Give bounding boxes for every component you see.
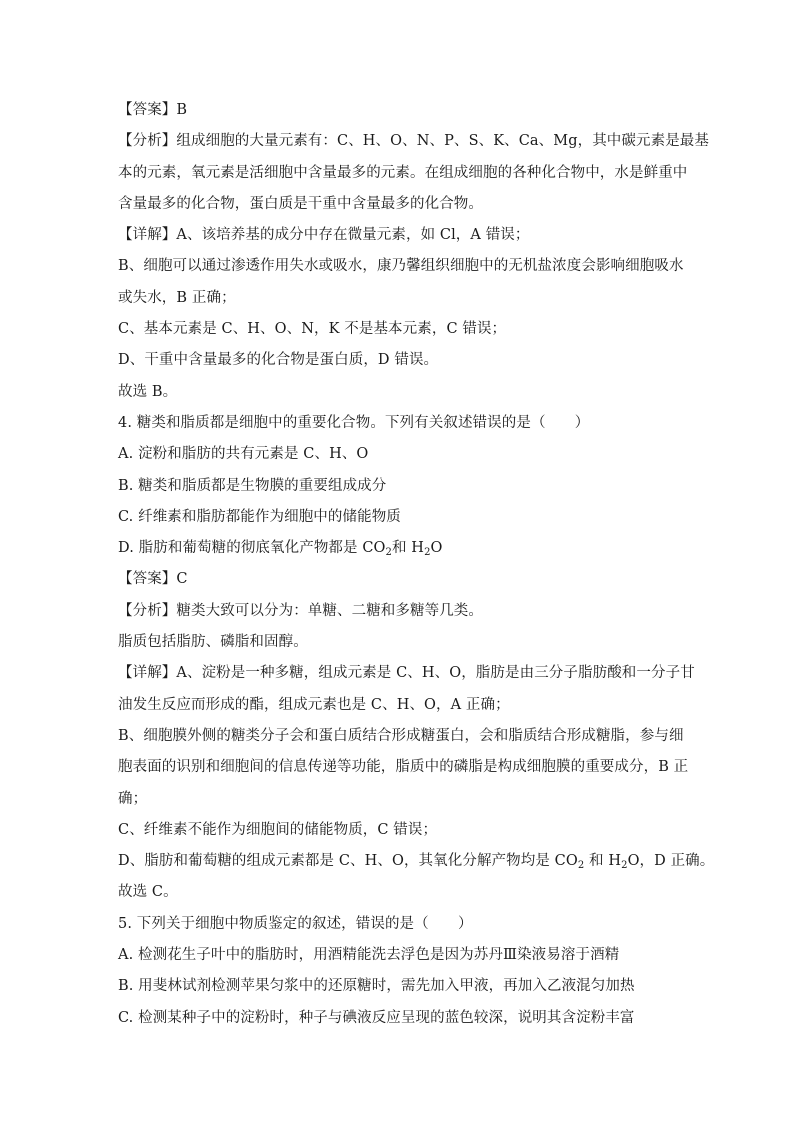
q4-option-d-sub1: 2	[385, 547, 392, 559]
q4-option-d-prefix: D. 脂肪和葡萄糖的彻底氧化产物都是 CO	[118, 540, 386, 557]
q4-detail-d	[118, 851, 715, 872]
q4-option-b: B. 糖类和脂质都是生物膜的重要组成成分	[118, 477, 387, 494]
q4-detail-line: 胞表面的识别和细胞间的信息传递等功能，脂质中的磷脂是构成细胞膜的重要成分，B 正	[118, 759, 689, 776]
q4-option-d-sub2: 2	[424, 547, 431, 559]
q3-analysis-line: 含量最多的化合物，蛋白质是干重中含量最多的化合物。	[118, 195, 483, 212]
document-page	[118, 100, 715, 1039]
q4-detail-d-mid: 和 H	[584, 853, 622, 870]
q4-option-c: C. 纤维素和脂肪都能作为细胞中的储能物质	[118, 508, 401, 525]
q3-detail-line: C、基本元素是 C、H、O、N，K 不是基本元素，C 错误；	[118, 321, 507, 338]
q4-detail-line: 【详解】A、淀粉是一种多糖，组成元素是 C、H、O，脂肪是由三分子脂肪酸和一分子甘	[118, 665, 695, 682]
q4-detail-line: B、细胞膜外侧的糖类分子会和蛋白质结合形成糖蛋白，会和脂质结合形成糖脂，参与细	[118, 727, 684, 744]
q3-detail-line: D、干重中含量最多的化合物是蛋白质，D 错误。	[118, 352, 439, 369]
q5-stem: 5. 下列关于细胞中物质鉴定的叙述，错误的是（ ）	[118, 915, 473, 932]
q4-detail-d-sub2: 2	[621, 860, 628, 872]
q4-analysis-line: 脂质包括脂肪、磷脂和固醇。	[118, 634, 308, 651]
q4-detail-d-prefix: D、脂肪和葡萄糖的组成元素都是 C、H、O，其氧化分解产物均是 CO	[118, 853, 578, 870]
q3-detail-line: B、细胞可以通过渗透作用失水或吸水，康乃馨组织细胞中的无机盐浓度会影响细胞吸水	[118, 258, 684, 275]
q3-analysis-line: 【分析】组成细胞的大量元素有：C、H、O、N、P、S、K、Ca、Mg，其中碳元素是最基	[118, 133, 710, 150]
q5-option-c: C. 检测某种子中的淀粉时，种子与碘液反应呈现的蓝色较深，说明其含淀粉丰富	[118, 1009, 635, 1026]
q3-analysis-line: 本的元素，氧元素是活细胞中含量最多的元素。在组成细胞的各种化合物中，水是鲜重中	[118, 164, 688, 181]
q4-conclusion: 故选 C。	[118, 884, 178, 901]
q4-detail-line: 确；	[118, 790, 148, 807]
q5-option-b: B. 用斐林试剂检测苹果匀浆中的还原糖时，需先加入甲液，再加入乙液混匀加热	[118, 978, 635, 995]
q4-analysis-line: 【分析】糖类大致可以分为：单糖、二糖和多糖等几类。	[118, 602, 483, 619]
q3-detail-line: 或失水，B 正确；	[118, 289, 236, 306]
q4-option-d-mid: 和 H	[392, 540, 425, 557]
q4-option-a: A. 淀粉和脂肪的共有元素是 C、H、O	[118, 446, 369, 463]
q4-stem: 4. 糖类和脂质都是细胞中的重要化合物。下列有关叙述错误的是（ ）	[118, 414, 590, 431]
q4-detail-line: C、纤维素不能作为细胞间的储能物质，C 错误；	[118, 821, 438, 838]
q4-detail-line: 油发生反应而形成的酯，组成元素也是 C、H、O，A 正确；	[118, 696, 510, 713]
q3-answer: 【答案】B	[118, 102, 188, 118]
q3-detail-line: 【详解】A、该培养基的成分中存在微量元素，如 Cl，A 错误；	[118, 227, 530, 244]
q4-detail-d-sub1: 2	[577, 860, 585, 872]
q3-conclusion: 故选 B。	[118, 383, 178, 400]
q4-detail-d-suffix: O，D 正确。	[627, 853, 715, 870]
q4-option-d	[118, 538, 678, 558]
q4-answer: 【答案】C	[118, 571, 188, 588]
q4-option-d-suffix: O	[430, 540, 443, 557]
q5-option-a: A. 检测花生子叶中的脂肪时，用酒精能洗去浮色是因为苏丹Ⅲ染液易溶于酒精	[118, 947, 620, 964]
